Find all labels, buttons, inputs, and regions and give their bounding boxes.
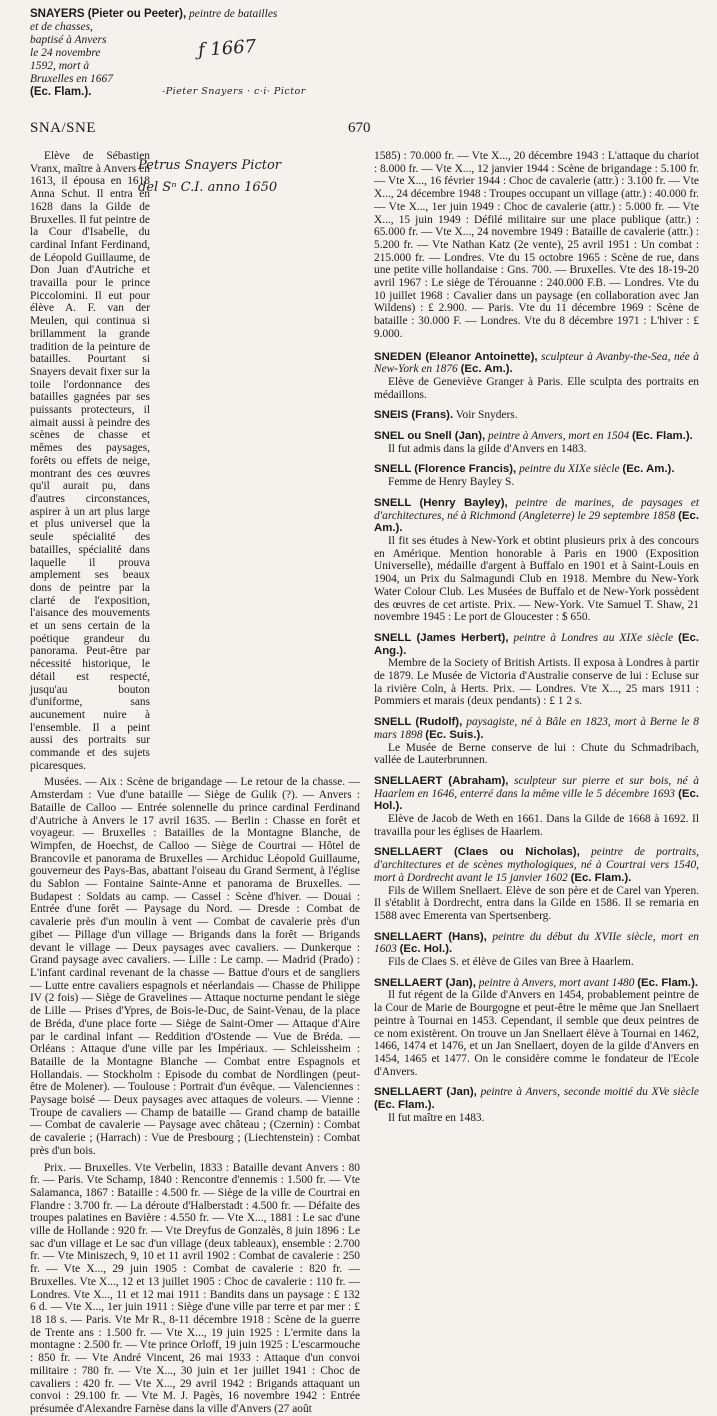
clipping-desc-1: peintre de batailles [189,8,278,20]
entry-description: peintre à Londres au XIXe siècle [513,631,674,644]
entry-heading [374,846,699,884]
dictionary-entry [374,716,699,767]
dictionary-entry [374,846,699,922]
entry-school: (Ec. Ang.). [374,631,699,657]
entry-heading [374,409,699,422]
entries-list [374,351,699,1125]
entry-name: SNELLAERT (Abraham), [374,774,509,787]
dictionary-entry [374,775,699,839]
entry-heading [374,1086,699,1111]
entry-school: (Ec. Flam.). [632,430,693,443]
entry-heading [374,775,699,813]
clipping-name: SNAYERS (Pieter ou Peeter), [30,8,187,20]
entry-description: paysagiste, né à Bâle en 1823, mort à Berne le 8 mars 1898 [374,716,699,741]
handwritten-annotation [138,155,358,199]
snayers-museums: Musées. — Aix : Scène de brigandage — Le retour de la chasse. — Amsterdam : Vue d'une bataille — Siège de Gulik (?). — Anvers : Bataille de Calloo — Entrée solennelle du prince cardinal Ferdinand d'Autriche à Anvers le 17 avril 1635. — Berlin : Chasse en forêt et voyageur. — Bruxelles : Batailles de la Montagne Blanche, de Wimpfen, de Hoechst, de Calloo — Siège de Courtrai — Hôtel de Brancovile et panorama de Bruxelles — Archiduc Léopold Guillaume, gouverneur des Pays-Bas, abattant l'oiseau du Grand Serment, à l'église du Sablon — Fontaine Sainte-Anne et panorama de Bruxelles. — Budapest : Soldats au camp. — Cassel : Scène d'hiver. — Douai : Entrée d'une forêt — Paysage du Nord. — Dresde : Combat de cavalerie près d'un moulin à vent — Combat de cavalerie près d'un gibet — Pillage d'un village — Brigands dans la forêt — Brigands devant le village — Deux paysages avec cavaliers. — Dunkerque : Grand paysage avec cavaliers. — Lille : Le camp. — Madrid (Prado) : L'infant cardinal revenant de la chasse — Battue d'ours et de sangliers — Lutte entre cavaliers espagnols et néerlandais — Chasse de Philippe IV (2 fois) — Siège de Gravelines — Attaque nocturne pendant le siège de Lille — Prises d'Ypres, de Bois-le-Duc, de Saint-Venau, de la place de Bréda, d'une place forte — Siège de Saint-Omer — Attaque d'Aire par le cardinal infant — Reddition d'Ostende — Vue de Bréda. — Orléans : Attaque d'une ville par les Impériaux. — Schleissheim : Bataille de la Montagne Blanche — Combat entre Espagnols et Hollandais. — Stockholm : Episode du combat de Nordlingen (peut-être de Molener). — Toulouse : Portrait d'un évêque. — Valenciennes : Paysage boisé — Deux paysages avec attaques de voleurs. — Vienne : Troupe de cavaliers — Champ de bataille — Grand champ de bataille — Combat de cavalerie — Paysage avec château ; (Czernin) : Combat de cavalerie ; (Harrach) : Vue de Presbourg ; (Liechtenstein) : Combat près d'un bois. [30,776,360,1157]
entry-name: SNELL (Florence Francis), [374,463,517,476]
entry-school: (Ec. Hol.). [399,943,453,956]
entry-text: Il fut régent de la Gilde d'Anvers en 1454, probablement peintre de la Cour de Marie de Bourgogne et peut-être le même que Jan Snellaert peintre à Tournai en 1453. Cependant, il semble que deux peintres de ce nom existèrent. On trouve un Jan Snellaert élève à Tournai en 1462, 1466, 1474 et 1476, et un Jan Snellaert, doyen de la gilde d'Anvers en 1454, 1465 et 1477. On le considère comme le fondateur de l'Ecole d'Anvers. [374,989,699,1078]
entry-text: Elève de Jacob de Weth en 1661. Dans la Gilde de 1668 à 1692. Il travailla pour les églises de Haarlem. [374,813,699,838]
annotation-line-2: del Sⁿ C.I. anno 1650 [138,180,278,195]
entry-name: SNELLAERT (Jan), [374,976,476,989]
entry-description: peintre de portraits, d'architectures et de scènes mythologiques, né à Courtrai vers 1540, mort à Dordrecht avant le 15 janvier 1602 [374,846,699,884]
annotation-line-1: Petrus Snayers Pictor [138,158,282,173]
entry-text: Fils de Claes S. et élève de Giles van Bree à Haarlem. [388,956,634,969]
entry-school: (Ec. Am.). [460,363,513,376]
clipping-desc-2: et de chasses, [30,21,93,33]
entry-text: Femme de Henry Bayley S. [388,476,515,489]
entry-heading [374,632,699,657]
handwritten-note: -Pieter Snayers · c·i· Pictor [162,86,306,97]
entry-text: Il fut maître en 1483. [388,1111,485,1124]
entry-heading [374,430,699,443]
entry-text: Membre de la Society of British Artists. Il exposa à Londres à partir de 1879. Le Musée de Victoria d'Australie conserve de lui : Ecluse sur la rivière Coln, à Herts. Prix. — Londres. Vte X..., 25 mars 1911 : Pommiers et marais (deux pendants) : £ 1 2 s. [374,657,699,708]
entry-text: Il fit ses études à New-York et obtint plusieurs prix à des concours en Amérique. Mention honorable à Paris en 1900 (Exposition Universelle), médaille d'argent à Buffalo en 1901 et à Saint-Louis en 1904, un Prix du Salmagundi Club en 1918. Membre du New-York Water Colour Club. Les Musées de Buffalo et de New-York possèdent des œuvres de cet artiste. Prix. — New-York. Vte Samuel T. Shaw, 21 novembre 1945 : Le port de Gloucester : $ 650. [374,534,699,624]
entry-name: SNELL (James Herbert), [374,631,509,644]
entry-text: Fils de Willem Snellaert. Elève de son père et de Carel van Yperen. Il s'établit à Dordrecht, entra dans la Gilde en 1586. Il se remaria en 1588 avec Emerenta van Spertsenberg. [374,884,699,922]
clipping-desc-6: Bruxelles en 1667 [30,73,114,85]
dictionary-entry [374,497,699,624]
clipping-desc-3: baptisé à Anvers [30,34,107,46]
entry-description: sculpteur sur pierre et sur bois, né à Haarlem en 1646, enterré dans la même ville le 5 décembre 1693 [374,774,699,800]
entry-name: SNELLAERT (Jan), [374,1086,477,1099]
entry-text: Il fut admis dans la gilde d'Anvers en 1483. [388,442,587,455]
entry-school: (Ec. Hol.). [374,787,699,813]
entry-description: peintre à Anvers, mort en 1504 [488,430,630,443]
left-column [30,150,360,1415]
entry-name: SNEL ou Snell (Jan), [374,430,486,443]
dictionary-entry [374,351,699,402]
entry-heading [374,497,699,535]
entry-text: Voir Snyders. [455,409,518,422]
section-label: SNA/SNE [30,120,97,136]
clipping-desc-4: le 24 novembre [30,47,101,59]
entry-name: SNELL (Henry Bayley), [374,496,508,509]
dictionary-entry [374,430,699,455]
entry-description: peintre du début du XVIIe siècle, mort en 1603 [374,930,699,956]
entry-description: sculpteur à Avanby-the-Sea, née à New-York en 1876 [374,350,699,376]
entry-heading [374,977,699,990]
entry-school: (Ec. Flam.). [637,976,699,989]
dictionary-entry [374,409,699,422]
entry-text: Elève de Geneviève Granger à Paris. Elle sculpta des portraits en médaillons. [374,375,699,401]
handwritten-year: ƒ 1667 [197,35,257,62]
entry-school: (Ec. Flam.). [570,871,632,884]
clipping-desc-5: 1592, mort à [30,60,90,72]
clipping-ecole: (Ec. Flam.). [30,86,92,98]
entry-heading [374,716,699,741]
page-number: 670 [348,120,371,136]
entry-description: peintre à Anvers, seconde moitié du XVe siècle [480,1086,699,1099]
entry-school: (Ec. Am.). [374,509,699,535]
entry-name: SNEDEN (Eleanor Antoinette), [374,350,538,363]
entry-school: (Ec. Flam.). [374,1099,435,1112]
snayers-bio: Elève de Sébastien Vranx, maître à Anvers en 1613, il épousa en 1618 Anna Schut. Il entra en 1628 dans la Gilde de Bruxelles. Il fut peintre de la Cour d'Isabelle, du cardinal Infant Ferdinand, de Léopold Guillaume, de Don Juan d'Autriche et travailla pour le prince Piccolomini. Il eut pour élève A. F. van der Meulen, qui continua si brillamment la grande tradition de la peinture de batailles. Pourtant si Snayers devait fixer sur la toile l'ordonnance des batailles gagnées par ses puissants protecteurs, il aimait aussi à peindre des scènes de chasse et mêmes des paysages, forêts ou effets de neige, montrant des ces œuvres qu'il aurait pu, dans d'autres circonstances, aspirer à un art plus large et plus universel que la seule spécialité des batailles, spécialité dans laquelle il prouva amplement ses beaux dons de peintre par la clarté de l'exposition, l'aisance des mouvements et un sens certain de la poétique grandeur du panorama. Peut-être par nécessité historique, le détail est respecté, jusqu'au bouton d'uniforme, sans aucunement nuire à l'ensemble. Il a peint aussi des portraits sur commande et des sujets picaresques. [30,150,150,772]
dictionary-entry [374,1086,699,1124]
entry-name: SNELLAERT (Hans), [374,930,487,943]
entry-name: SNELLAERT (Claes ou Nicholas), [374,846,580,859]
dictionary-entry [374,463,699,488]
entry-description: peintre du XIXe siècle [519,463,620,476]
entry-name: SNELL (Rudolf), [374,716,463,729]
entry-heading [374,463,699,476]
entry-heading [374,931,699,956]
snayers-prices-continued: 1585) : 70.000 fr. — Vte X..., 20 décembre 1943 : L'attaque du chariot : 8.000 fr. — Vte X..., 12 janvier 1944 : Scène de brigandage : 5.100 fr. — Vte X..., 16 février 1944 : Choc de cavalerie (attr.) : 3.100 fr. — Vte X..., 24 décembre 1948 : Troupes occupant un village (attr.) : 40.000 fr. — Vte X..., 1er juin 1949 : Choc de cavalerie (attr.) : 5.000 fr. — Vte X..., 15 juin 1949 : Défilé militaire sur une place publique (attr.) : 65.000 fr. — Vte X..., 24 novembre 1949 : Bataille de cavalerie (attr.) : 5.200 fr. — Vte Nathan Katz (2e vente), 25 avril 1951 : Un combat : 215.000 fr. — Londres. Vte du 15 octobre 1965 : Scène de rue, dans une petite ville hollandaise : Gns. 700. — Bruxelles. Vte des 18-19-20 avril 1967 : Le siège de Térouanne : 240.000 F.B. — Londres. Vte du 10 juillet 1968 : Cavalier dans un paysage (en collaboration avec Jan Wildens) : £ 2.900. — Paris. Vte du 11 décembre 1969 : Scène de bataille : 30.000 F. — Londres. Vte du 8 décembre 1971 : L'hiver : £ 9.000. [374,150,699,340]
entry-school: (Ec. Suis.). [425,728,484,741]
entry-school: (Ec. Am.). [622,463,675,476]
entry-text: Le Musée de Berne conserve de lui : Chute du Schmadribach, vallée de Lauterbrunnen. [374,741,699,767]
dictionary-entry [374,632,699,708]
entry-description: peintre de marines, de paysages et d'architectures, né à Richmond (Angleterre) le 29 septembre 1858 [374,496,699,522]
snayers-prices: Prix. — Bruxelles. Vte Verbelin, 1833 : Bataille devant Anvers : 80 fr. — Paris. Vte Schamp, 1840 : Rencontre d'ennemis : 1.500 fr. — Vte Salamanca, 1867 : Bataille : 4.500 fr. — Siège de la ville de Courtrai en Flandre : 3.700 fr. — La déroute d'Halberstadt : 4.500 fr. — Défaite des troupes palatines en Bavière : 4.550 fr. — Vte X..., 1881 : Le sac d'une ville de Hollande : 920 fr. — Vte Dreyfus de Gonzalès, 8 juin 1896 : Le sac d'un village et Le sac d'un village (deux tableaux), ensemble : 2.700 fr. — Vte Miniszech, 9, 10 et 11 avril 1902 : Combat de cavalerie : 250 fr. — Vte X..., 29 juin 1905 : Combat de cavalerie : 820 fr. — Bruxelles. Vte X..., 12 et 13 juillet 1905 : Choc de cavalerie : 110 fr. — Londres. Vte X..., 11 et 12 mai 1911 : Bandits dans un paysage : £ 132 6 d. — Vte X..., 1er juin 1911 : Siège d'une ville par terre et par mer : £ 18 18 s. — Paris. Vte Mr R., 8-11 décembre 1918 : Scène de la guerre de Trente ans : 1.500 fr. — Vte X..., 19 juin 1925 : L'ermite dans la montagne : 2.500 fr. — Vte prince Orloff, 19 juin 1925 : L'escarmouche : 850 fr. — Vte André Vincent, 26 mai 1933 : Attaque d'un convoi militaire : 780 fr. — Vte X..., 30 juin et 1er juillet 1941 : Choc de cavaliers : 420 fr. — Vte X..., 29 avril 1942 : Brigands attaquant un convoi : 29.100 fr. — Vte M. J. Pagès, 16 novembre 1942 : Entrée présumée d'Alexandre Farnèse dans la ville d'Anvers (27 août [30,1161,360,1415]
entry-heading [374,351,699,376]
entry-name: SNEIS (Frans). [374,409,454,422]
dictionary-entry [374,931,699,969]
dictionary-entry [374,977,699,1079]
entry-description: peintre à Anvers, mort avant 1480 [478,976,635,989]
right-column [374,150,699,1190]
